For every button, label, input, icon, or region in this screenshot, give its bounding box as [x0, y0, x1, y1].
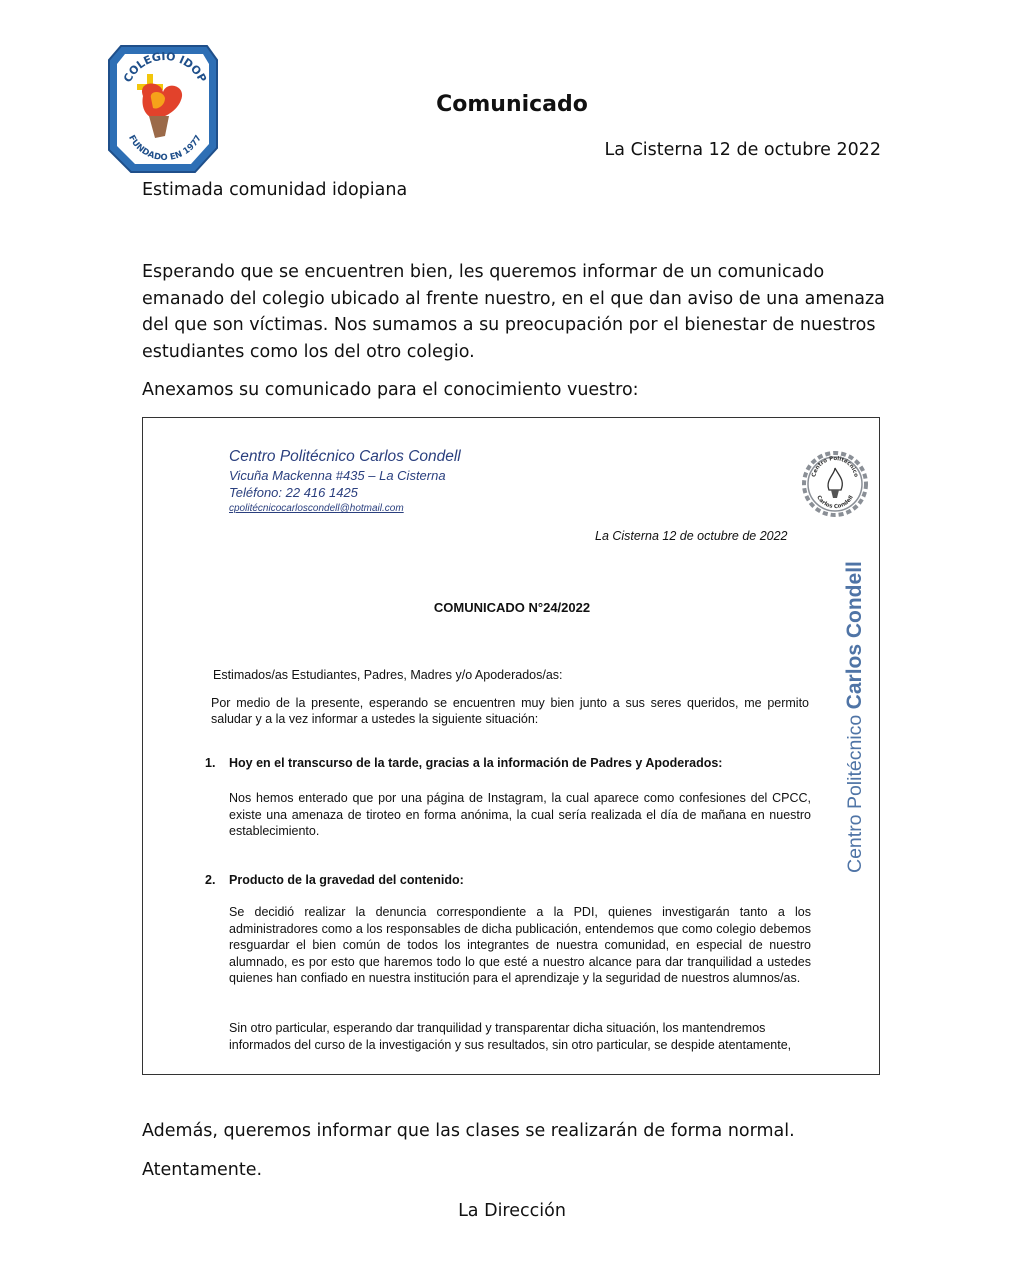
letter-greeting: Estimada comunidad idopiana: [142, 180, 408, 200]
letter-regards: Atentamente.: [142, 1160, 263, 1180]
memo-greeting: Estimados/as Estudiantes, Padres, Madres y/o Apoderados/as:: [213, 668, 563, 682]
memo-item-2-number: 2.: [205, 873, 216, 887]
svg-text:Centro Politécnico: Centro Politécnico: [811, 455, 859, 478]
memo-item-2-body: Se decidió realizar la denuncia correspondiente a la PDI, quienes investigarán tanto a los administradores como a los responsables de dicha publicación, entendemos que como colegio debemos resguardar el bien común de todos los integrantes de nuestra comunidad, en especial de nuestro alumnado, es por esto que haremos todo lo que esté a nuestro alcance para dar tranquilidad a ustedes quienes han confiado en nuestra institución para el aprendizaje y la seguridad de nuestros alumnos/as.: [229, 905, 811, 985]
memo-date: La Cisterna 12 de octubre de 2022: [595, 529, 788, 543]
cpcc-gear-logo-icon: [801, 444, 869, 520]
memo-intro: Por medio de la presente, esperando se encuentren muy bien junto a sus seres queridos, me permito saludar y a la vez informar a ustedes la siguiente situación:: [211, 696, 809, 726]
letter-paragraph-1: Esperando que se encuentren bien, les queremos informar de un comunicado emanado del colegio ubicado al frente nuestro, en el que dan aviso de una amenaza del que son víctimas. Nos sumamos a su preocupación por el bienestar de nuestros estudiantes como los del otro colegio.: [142, 262, 885, 362]
cpcc-logo: [801, 444, 869, 520]
memo-item-1-number: 1.: [205, 756, 216, 770]
memo-title: COMUNICADO N°24/2022: [433, 600, 591, 615]
svg-text:FUNDADO EN 1977: FUNDADO EN 1977: [126, 133, 204, 164]
vertical-banner-light: Centro Politécnico: [844, 714, 866, 873]
memo-item-1-heading: [205, 756, 722, 770]
embedded-communique: [142, 417, 880, 1075]
vertical-banner-bold: Carlos Condell: [843, 561, 866, 710]
cpcc-email: cpolitécnicocarloscondell@hotmail.com: [229, 503, 404, 514]
cpcc-address: Vicuña Mackenna #435 – La Cisterna: [229, 468, 446, 483]
cpcc-vertical-banner: [843, 561, 867, 873]
memo-item-1-heading-text: Hoy en el transcurso de la tarde, gracias a la información de Padres y Apoderados:: [229, 756, 723, 770]
letter-paragraph-2: Además, queremos informar que las clases se realizarán de forma normal.: [142, 1121, 795, 1141]
svg-text:Carlos Condell: Carlos Condell: [815, 494, 855, 511]
memo-item-2-heading-text: Producto de la gravedad del contenido:: [229, 873, 464, 887]
memo-item-1-body: Nos hemos enterado que por una página de Instagram, la cual aparece como confesiones del CPCC, existe una amenaza de tiroteo en forma anónima, la cual sería realizada el día de mañana en nuestro establecimiento.: [229, 791, 811, 838]
svg-text:COLEGIO IDOP: COLEGIO IDOP: [121, 49, 209, 85]
letter-date: La Cisterna 12 de octubre 2022: [604, 140, 881, 160]
memo-item-2-heading: [205, 873, 464, 887]
letter-signature: La Dirección: [458, 1201, 566, 1221]
memo-closing: Sin otro particular, esperando dar tranquilidad y transparentar dicha situación, los mantendremos informados del curso de la investigación y sus resultados, sin otro particular, se despide atentamente,: [229, 1021, 792, 1052]
page-title: Comunicado: [436, 92, 588, 117]
cpcc-school-name: Centro Politécnico Carlos Condell: [229, 448, 461, 465]
cpcc-phone: Teléfono: 22 416 1425: [229, 485, 358, 500]
annex-line: Anexamos su comunicado para el conocimiento vuestro:: [142, 380, 639, 400]
